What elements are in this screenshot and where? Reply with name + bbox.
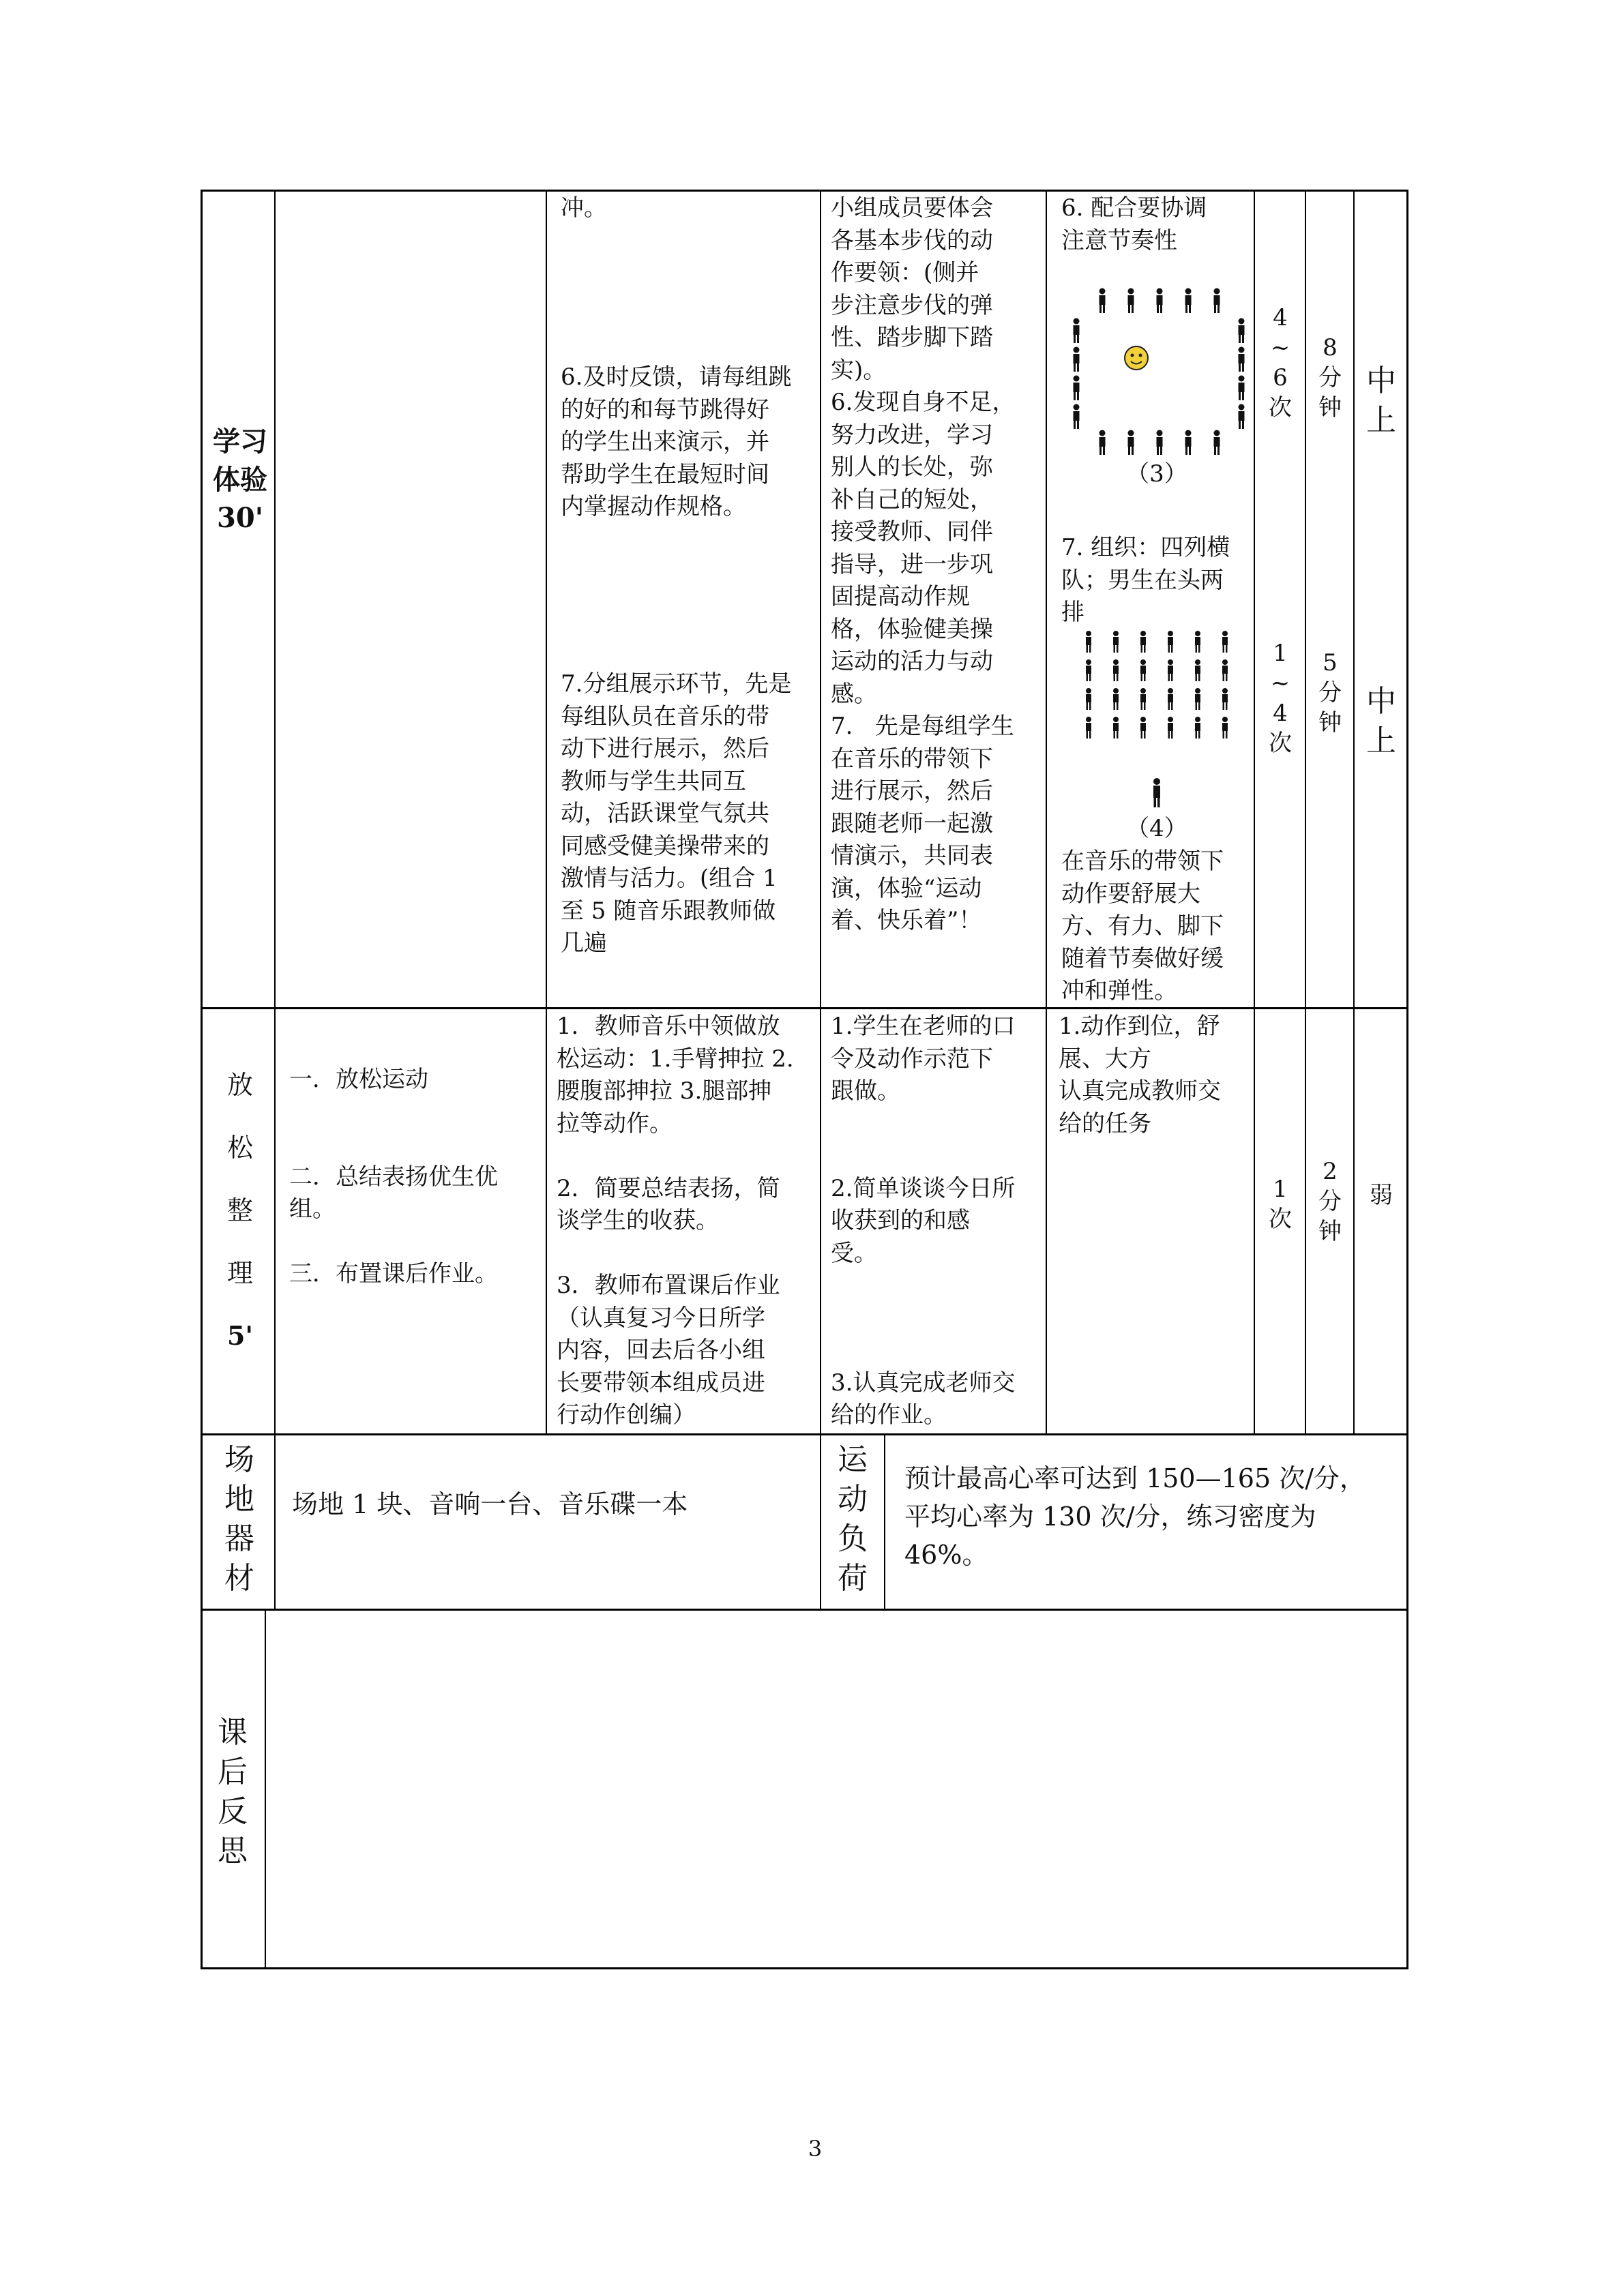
relax-times: 1 次 [1269, 1176, 1292, 1233]
organization-text: 7. 组织：四列横 队；男生在头两 排 [1061, 534, 1230, 626]
section-relax-char: 放 [226, 1070, 253, 1100]
teacher-figure-icon [1153, 778, 1160, 807]
section-relax-char: 整 [226, 1195, 253, 1225]
teacher-activity-text: 7.分组展示环节，先是 每组队员在音乐的带 动下进行展示，然后 教师与学生共同互 动，活跃课堂气氛共 同感受健美操带来的 激情与活力。(组合 1 至 5 随音乐跟教师做 几遍 [561, 670, 792, 957]
organization-text: 在音乐的带领下 动作要舒展大 方、有力、脚下 随着节奏做好缓 冲和弹性。 [1061, 848, 1224, 1004]
figure-caption: （3） [1126, 460, 1187, 488]
relax-content-text: 一．放松运动 二．总结表扬优生优 组。 三．布置课后作业。 [289, 1066, 498, 1287]
relax-teacher-text: 1．教师音乐中领做放 松运动：1.手臂抻拉 2. 腰腹部抻拉 3.腿部抻 拉等动作。 2．简要总结表扬，简 谈学生的收获。 3．教师布置课后作业 （认真复习今日所学 内容，回去后各小组 长要带领本组成员进 行动作创编） [557, 1013, 794, 1429]
practice-intensity: 中 上 [1366, 684, 1396, 758]
practice-times: 4 ~ 6 次 [1269, 304, 1292, 421]
exercise-load-value: 预计最高心率可达到 150—165 次/分， 平均心率为 130 次/分，练习密度为 46%。 [904, 1463, 1366, 1570]
section-relax-char: 理 [226, 1258, 253, 1288]
teacher-activity-text: 冲。 [561, 194, 607, 222]
equipment-value: 场地 1 块、音响一台、音乐碟一本 [292, 1489, 688, 1519]
reflection-label: 课 后 反 思 [218, 1715, 248, 1868]
relax-duration: 2 分 钟 [1318, 1158, 1342, 1245]
practice-times: 1 ~ 4 次 [1269, 640, 1292, 757]
student-activity-text: 小组成员要体会 各基本步伐的动 作要领：(侧并 步注意步伐的弹 性、踏步脚下踏 实)。 6.发现自身不足， 努力改进，学习 别人的长处，弥 补自己的短处， 接受教师、同伴 指导，进一步巩 固提高动作规 格，体验健美操 运动的活力与动 感。 7. 先是每组学生 在音乐的带领下 进行展示，然后 跟随老师一起激 情演示，共同表 演，体验“运动 着、快乐着”！ [831, 194, 1016, 934]
relax-organization-text: 1.动作到位，舒 展、大方 认真完成教师交 给的任务 [1059, 1013, 1221, 1137]
equipment-label: 场 地 器 材 [224, 1442, 254, 1596]
section-relax-time: 5' [226, 1320, 254, 1351]
section-relax [207, 1067, 273, 1354]
section-relax-char: 松 [226, 1133, 253, 1163]
reflection-value[interactable] [273, 1616, 1398, 1957]
practice-duration: 8 分 钟 [1318, 334, 1342, 421]
practice-duration: 5 分 钟 [1318, 649, 1342, 736]
relax-intensity: 弱 [1370, 1182, 1393, 1209]
figure-caption: （4） [1126, 815, 1187, 842]
practice-intensity: 中 上 [1366, 363, 1396, 438]
teacher-smiley-icon [1125, 346, 1148, 370]
teacher-activity-text: 6.及时反馈，请每组跳 的好的和每节跳得好 的学生出来演示，并 帮助学生在最短时间 内掌握动作规格。 [561, 363, 792, 520]
section-learning-experience: 学习 体验 30' [213, 426, 267, 534]
exercise-load-label: 运 动 负 荷 [838, 1442, 868, 1596]
page-number: 3 [808, 2136, 823, 2162]
formation-diagram-rows [1061, 629, 1252, 820]
organization-text: 6. 配合要协调 注意节奏性 [1061, 194, 1207, 254]
formation-diagram-square [1068, 286, 1250, 457]
relax-student-text: 1.学生在老师的口 令及动作示范下 跟做。 2.简单谈谈今日所 收获到的和感 受。 3.认真完成老师交 给的作业。 [831, 1013, 1016, 1429]
